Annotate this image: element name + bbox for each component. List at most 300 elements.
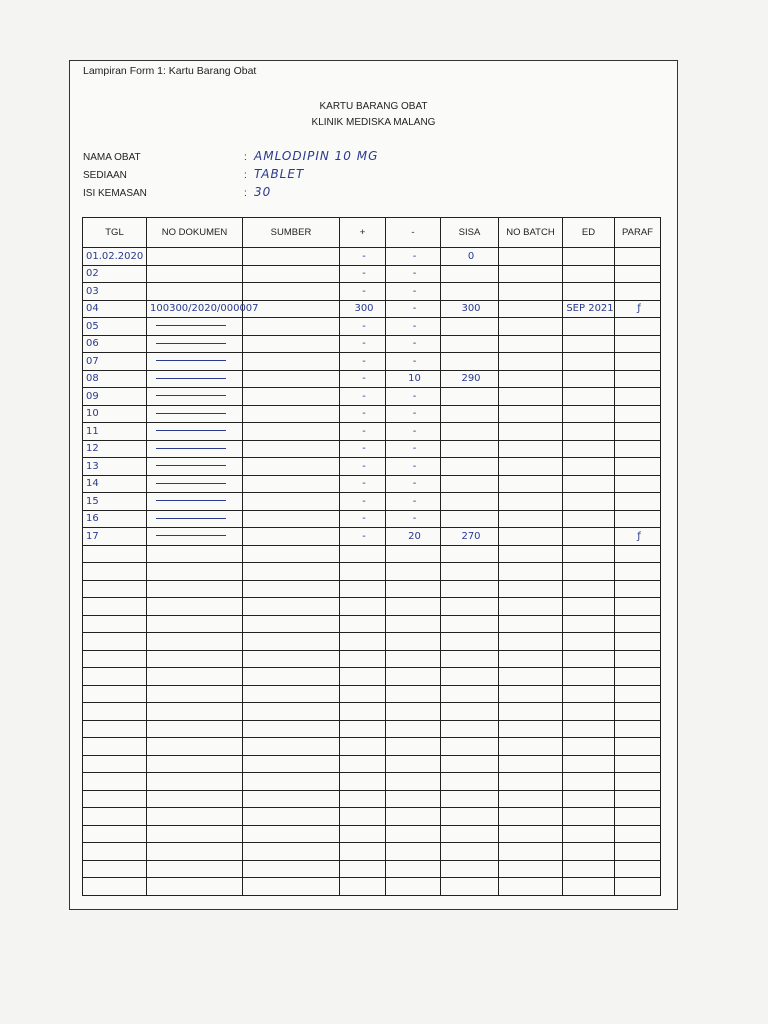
empty-cell bbox=[441, 755, 499, 773]
cell-ed bbox=[563, 248, 615, 266]
cell-plus: - bbox=[340, 335, 386, 353]
empty-cell bbox=[340, 598, 386, 616]
empty-cell bbox=[615, 563, 661, 581]
ditto-mark bbox=[156, 465, 226, 466]
cell-minus: - bbox=[386, 388, 441, 406]
cell-no-dokumen bbox=[147, 440, 243, 458]
cell-sumber bbox=[243, 318, 340, 336]
cell-sumber bbox=[243, 353, 340, 371]
cell-sisa bbox=[441, 440, 499, 458]
empty-cell bbox=[499, 615, 563, 633]
empty-cell bbox=[499, 720, 563, 738]
cell-minus: - bbox=[386, 248, 441, 266]
empty-cell bbox=[83, 545, 147, 563]
empty-cell bbox=[83, 773, 147, 791]
empty-cell bbox=[243, 563, 340, 581]
empty-cell bbox=[615, 668, 661, 686]
empty-cell bbox=[340, 860, 386, 878]
cell-no-batch bbox=[499, 318, 563, 336]
empty-cell bbox=[243, 878, 340, 896]
cell-minus: - bbox=[386, 458, 441, 476]
empty-cell bbox=[499, 755, 563, 773]
empty-cell bbox=[147, 685, 243, 703]
cell-sumber bbox=[243, 388, 340, 406]
cell-plus: - bbox=[340, 475, 386, 493]
cell-paraf bbox=[615, 335, 661, 353]
empty-cell bbox=[147, 668, 243, 686]
empty-cell bbox=[563, 563, 615, 581]
cell-sisa bbox=[441, 405, 499, 423]
cell-no-batch bbox=[499, 405, 563, 423]
empty-cell bbox=[441, 878, 499, 896]
empty-cell bbox=[615, 580, 661, 598]
cell-no-batch bbox=[499, 510, 563, 528]
cell-tgl: 17 bbox=[83, 528, 147, 546]
cell-sumber bbox=[243, 528, 340, 546]
empty-cell bbox=[340, 668, 386, 686]
empty-cell bbox=[563, 825, 615, 843]
card-title: KARTU BARANG OBAT bbox=[319, 101, 428, 112]
cell-no-batch bbox=[499, 440, 563, 458]
cell-sumber bbox=[243, 248, 340, 266]
empty-cell bbox=[147, 790, 243, 808]
cell-no-dokumen bbox=[147, 335, 243, 353]
empty-cell bbox=[563, 738, 615, 756]
empty-cell bbox=[147, 808, 243, 826]
empty-cell bbox=[563, 720, 615, 738]
cell-paraf bbox=[615, 405, 661, 423]
empty-cell bbox=[563, 685, 615, 703]
header-plus: + bbox=[340, 218, 386, 248]
empty-cell bbox=[386, 720, 441, 738]
empty-cell bbox=[386, 668, 441, 686]
empty-cell bbox=[441, 703, 499, 721]
empty-cell bbox=[147, 650, 243, 668]
cell-ed bbox=[563, 370, 615, 388]
empty-cell bbox=[563, 878, 615, 896]
empty-cell bbox=[615, 633, 661, 651]
empty-cell bbox=[243, 685, 340, 703]
cell-plus: - bbox=[340, 388, 386, 406]
table-row bbox=[83, 370, 661, 388]
empty-table-row bbox=[83, 790, 661, 808]
cell-ed bbox=[563, 265, 615, 283]
empty-cell bbox=[563, 808, 615, 826]
empty-cell bbox=[243, 825, 340, 843]
cell-minus: - bbox=[386, 335, 441, 353]
table-row bbox=[83, 300, 661, 318]
cell-sisa bbox=[441, 423, 499, 441]
cell-sumber bbox=[243, 440, 340, 458]
header-tgl: TGL bbox=[83, 218, 147, 248]
empty-cell bbox=[441, 720, 499, 738]
empty-cell bbox=[243, 633, 340, 651]
empty-cell bbox=[83, 650, 147, 668]
empty-cell bbox=[386, 878, 441, 896]
empty-cell bbox=[499, 633, 563, 651]
empty-cell bbox=[83, 755, 147, 773]
empty-cell bbox=[243, 790, 340, 808]
empty-cell bbox=[499, 580, 563, 598]
cell-no-batch bbox=[499, 475, 563, 493]
cell-tgl: 10 bbox=[83, 405, 147, 423]
cell-no-dokumen bbox=[147, 458, 243, 476]
table-row bbox=[83, 265, 661, 283]
empty-cell bbox=[499, 738, 563, 756]
empty-cell bbox=[243, 843, 340, 861]
cell-ed bbox=[563, 353, 615, 371]
empty-cell bbox=[147, 615, 243, 633]
cell-sisa: 300 bbox=[441, 300, 499, 318]
empty-cell bbox=[147, 580, 243, 598]
cell-sisa: 290 bbox=[441, 370, 499, 388]
empty-cell bbox=[340, 843, 386, 861]
empty-cell bbox=[340, 545, 386, 563]
empty-cell bbox=[147, 755, 243, 773]
cell-paraf bbox=[615, 440, 661, 458]
cell-tgl: 16 bbox=[83, 510, 147, 528]
empty-cell bbox=[563, 703, 615, 721]
cell-tgl: 05 bbox=[83, 318, 147, 336]
cell-tgl: 08 bbox=[83, 370, 147, 388]
cell-ed bbox=[563, 475, 615, 493]
cell-plus: - bbox=[340, 248, 386, 266]
cell-sisa bbox=[441, 335, 499, 353]
cell-tgl: 06 bbox=[83, 335, 147, 353]
empty-cell bbox=[386, 755, 441, 773]
cell-plus: - bbox=[340, 440, 386, 458]
empty-cell bbox=[615, 703, 661, 721]
empty-table-row bbox=[83, 580, 661, 598]
table-row bbox=[83, 248, 661, 266]
cell-minus: - bbox=[386, 265, 441, 283]
ditto-mark bbox=[156, 448, 226, 449]
empty-cell bbox=[499, 545, 563, 563]
empty-cell bbox=[499, 650, 563, 668]
empty-cell bbox=[615, 790, 661, 808]
ditto-mark bbox=[156, 500, 226, 501]
cell-sumber bbox=[243, 475, 340, 493]
empty-cell bbox=[499, 808, 563, 826]
cell-plus: - bbox=[340, 283, 386, 301]
empty-cell bbox=[147, 860, 243, 878]
empty-cell bbox=[243, 703, 340, 721]
empty-cell bbox=[563, 615, 615, 633]
empty-cell bbox=[83, 878, 147, 896]
empty-cell bbox=[83, 720, 147, 738]
cell-sisa bbox=[441, 493, 499, 511]
empty-cell bbox=[83, 843, 147, 861]
empty-cell bbox=[83, 668, 147, 686]
header-no-dokumen: NO DOKUMEN bbox=[147, 218, 243, 248]
empty-cell bbox=[340, 720, 386, 738]
empty-cell bbox=[615, 773, 661, 791]
cell-ed bbox=[563, 440, 615, 458]
empty-cell bbox=[615, 685, 661, 703]
empty-cell bbox=[243, 738, 340, 756]
empty-cell bbox=[499, 703, 563, 721]
empty-cell bbox=[615, 843, 661, 861]
cell-sisa bbox=[441, 265, 499, 283]
empty-cell bbox=[243, 598, 340, 616]
cell-paraf bbox=[615, 353, 661, 371]
empty-cell bbox=[499, 790, 563, 808]
empty-cell bbox=[386, 738, 441, 756]
cell-paraf bbox=[615, 283, 661, 301]
cell-ed: SEP 2021 bbox=[563, 300, 615, 318]
empty-cell bbox=[83, 738, 147, 756]
cell-sisa bbox=[441, 475, 499, 493]
empty-cell bbox=[243, 580, 340, 598]
cell-minus: - bbox=[386, 353, 441, 371]
cell-plus: - bbox=[340, 493, 386, 511]
empty-cell bbox=[386, 615, 441, 633]
empty-cell bbox=[441, 580, 499, 598]
empty-cell bbox=[615, 755, 661, 773]
cell-minus: - bbox=[386, 510, 441, 528]
empty-cell bbox=[386, 703, 441, 721]
cell-no-dokumen bbox=[147, 388, 243, 406]
empty-cell bbox=[563, 633, 615, 651]
empty-cell bbox=[563, 755, 615, 773]
empty-cell bbox=[147, 703, 243, 721]
cell-no-batch bbox=[499, 335, 563, 353]
empty-cell bbox=[563, 843, 615, 861]
cell-tgl: 14 bbox=[83, 475, 147, 493]
cell-minus: - bbox=[386, 283, 441, 301]
table-row bbox=[83, 353, 661, 371]
cell-minus: - bbox=[386, 475, 441, 493]
cell-paraf: ƒ bbox=[615, 528, 661, 546]
stock-table bbox=[82, 217, 661, 896]
empty-cell bbox=[340, 703, 386, 721]
cell-ed bbox=[563, 528, 615, 546]
empty-cell bbox=[340, 825, 386, 843]
cell-no-dokumen bbox=[147, 475, 243, 493]
clinic-name: KLINIK MEDISKA MALANG bbox=[311, 117, 436, 128]
empty-cell bbox=[386, 790, 441, 808]
empty-cell bbox=[563, 668, 615, 686]
table-row bbox=[83, 318, 661, 336]
empty-cell bbox=[441, 808, 499, 826]
drug-card-sheet bbox=[69, 60, 678, 910]
empty-cell bbox=[441, 563, 499, 581]
empty-cell bbox=[83, 633, 147, 651]
cell-no-dokumen bbox=[147, 405, 243, 423]
nama-obat-value: AMLODIPIN 10 MG bbox=[254, 149, 379, 163]
table-row bbox=[83, 528, 661, 546]
cell-no-dokumen bbox=[147, 318, 243, 336]
empty-cell bbox=[499, 825, 563, 843]
cell-plus: 300 bbox=[340, 300, 386, 318]
empty-cell bbox=[147, 633, 243, 651]
cell-ed bbox=[563, 335, 615, 353]
empty-table-row bbox=[83, 720, 661, 738]
cell-sisa: 270 bbox=[441, 528, 499, 546]
cell-minus: - bbox=[386, 300, 441, 318]
cell-tgl: 13 bbox=[83, 458, 147, 476]
cell-sumber bbox=[243, 493, 340, 511]
cell-sisa bbox=[441, 458, 499, 476]
cell-ed bbox=[563, 423, 615, 441]
table-row bbox=[83, 405, 661, 423]
empty-cell bbox=[83, 825, 147, 843]
empty-cell bbox=[83, 598, 147, 616]
cell-no-batch bbox=[499, 458, 563, 476]
empty-cell bbox=[386, 545, 441, 563]
empty-cell bbox=[499, 878, 563, 896]
empty-table-row bbox=[83, 545, 661, 563]
empty-cell bbox=[386, 563, 441, 581]
empty-cell bbox=[441, 825, 499, 843]
empty-cell bbox=[499, 668, 563, 686]
cell-sumber bbox=[243, 405, 340, 423]
sediaan-value: TABLET bbox=[254, 167, 305, 181]
cell-no-dokumen bbox=[147, 265, 243, 283]
cell-no-dokumen bbox=[147, 510, 243, 528]
empty-cell bbox=[340, 773, 386, 791]
cell-tgl: 07 bbox=[83, 353, 147, 371]
empty-cell bbox=[243, 808, 340, 826]
empty-cell bbox=[243, 720, 340, 738]
empty-cell bbox=[386, 773, 441, 791]
cell-tgl: 03 bbox=[83, 283, 147, 301]
header-sumber: SUMBER bbox=[243, 218, 340, 248]
empty-table-row bbox=[83, 685, 661, 703]
cell-minus: 10 bbox=[386, 370, 441, 388]
cell-paraf bbox=[615, 370, 661, 388]
table-row bbox=[83, 458, 661, 476]
cell-no-batch bbox=[499, 353, 563, 371]
empty-cell bbox=[243, 615, 340, 633]
cell-no-batch bbox=[499, 283, 563, 301]
cell-minus: 20 bbox=[386, 528, 441, 546]
cell-sisa: 0 bbox=[441, 248, 499, 266]
cell-paraf bbox=[615, 388, 661, 406]
cell-no-dokumen bbox=[147, 528, 243, 546]
ditto-mark bbox=[156, 430, 226, 431]
cell-sisa bbox=[441, 388, 499, 406]
cell-no-batch bbox=[499, 248, 563, 266]
empty-cell bbox=[386, 825, 441, 843]
empty-cell bbox=[499, 685, 563, 703]
cell-no-batch bbox=[499, 300, 563, 318]
empty-cell bbox=[615, 720, 661, 738]
empty-cell bbox=[340, 790, 386, 808]
empty-table-row bbox=[83, 633, 661, 651]
cell-ed bbox=[563, 458, 615, 476]
empty-cell bbox=[441, 685, 499, 703]
cell-no-dokumen bbox=[147, 283, 243, 301]
empty-cell bbox=[563, 580, 615, 598]
isi-kemasan-label: ISI KEMASAN bbox=[83, 188, 147, 199]
empty-table-row bbox=[83, 825, 661, 843]
empty-cell bbox=[83, 615, 147, 633]
cell-ed bbox=[563, 493, 615, 511]
cell-no-batch bbox=[499, 370, 563, 388]
cell-no-batch bbox=[499, 265, 563, 283]
empty-table-row bbox=[83, 755, 661, 773]
cell-sumber bbox=[243, 510, 340, 528]
cell-tgl: 02 bbox=[83, 265, 147, 283]
cell-tgl: 12 bbox=[83, 440, 147, 458]
sediaan-colon: : bbox=[244, 170, 247, 181]
empty-cell bbox=[386, 580, 441, 598]
cell-minus: - bbox=[386, 318, 441, 336]
empty-cell bbox=[386, 860, 441, 878]
cell-paraf bbox=[615, 318, 661, 336]
cell-paraf bbox=[615, 475, 661, 493]
empty-cell bbox=[563, 790, 615, 808]
empty-cell bbox=[615, 598, 661, 616]
empty-cell bbox=[340, 633, 386, 651]
empty-cell bbox=[147, 773, 243, 791]
empty-cell bbox=[340, 580, 386, 598]
empty-cell bbox=[147, 825, 243, 843]
empty-table-row bbox=[83, 615, 661, 633]
empty-table-row bbox=[83, 773, 661, 791]
empty-cell bbox=[83, 685, 147, 703]
empty-cell bbox=[499, 843, 563, 861]
cell-paraf bbox=[615, 510, 661, 528]
cell-no-dokumen bbox=[147, 353, 243, 371]
empty-cell bbox=[340, 615, 386, 633]
empty-table-row bbox=[83, 598, 661, 616]
cell-minus: - bbox=[386, 440, 441, 458]
ditto-mark bbox=[156, 360, 226, 361]
empty-cell bbox=[615, 738, 661, 756]
cell-paraf bbox=[615, 493, 661, 511]
empty-table-row bbox=[83, 860, 661, 878]
cell-no-dokumen bbox=[147, 248, 243, 266]
empty-cell bbox=[147, 598, 243, 616]
cell-no-dokumen: 100300/2020/000007 bbox=[147, 300, 243, 318]
cell-sumber bbox=[243, 265, 340, 283]
empty-cell bbox=[243, 668, 340, 686]
cell-tgl: 01.02.2020 bbox=[83, 248, 147, 266]
empty-cell bbox=[441, 790, 499, 808]
empty-cell bbox=[615, 615, 661, 633]
empty-cell bbox=[243, 545, 340, 563]
empty-cell bbox=[499, 860, 563, 878]
table-row bbox=[83, 475, 661, 493]
empty-cell bbox=[243, 773, 340, 791]
empty-cell bbox=[83, 563, 147, 581]
empty-table-row bbox=[83, 843, 661, 861]
cell-plus: - bbox=[340, 265, 386, 283]
cell-ed bbox=[563, 318, 615, 336]
cell-plus: - bbox=[340, 405, 386, 423]
empty-cell bbox=[441, 650, 499, 668]
header-sisa: SISA bbox=[441, 218, 499, 248]
cell-no-batch bbox=[499, 528, 563, 546]
cell-plus: - bbox=[340, 510, 386, 528]
cell-sumber bbox=[243, 458, 340, 476]
header-paraf: PARAF bbox=[615, 218, 661, 248]
empty-cell bbox=[563, 598, 615, 616]
empty-cell bbox=[615, 825, 661, 843]
empty-cell bbox=[441, 598, 499, 616]
cell-plus: - bbox=[340, 423, 386, 441]
cell-sisa bbox=[441, 283, 499, 301]
cell-paraf bbox=[615, 458, 661, 476]
cell-no-batch bbox=[499, 493, 563, 511]
empty-cell bbox=[563, 545, 615, 563]
empty-cell bbox=[83, 703, 147, 721]
empty-table-row bbox=[83, 668, 661, 686]
sediaan-label: SEDIAAN bbox=[83, 170, 127, 181]
empty-table-row bbox=[83, 563, 661, 581]
